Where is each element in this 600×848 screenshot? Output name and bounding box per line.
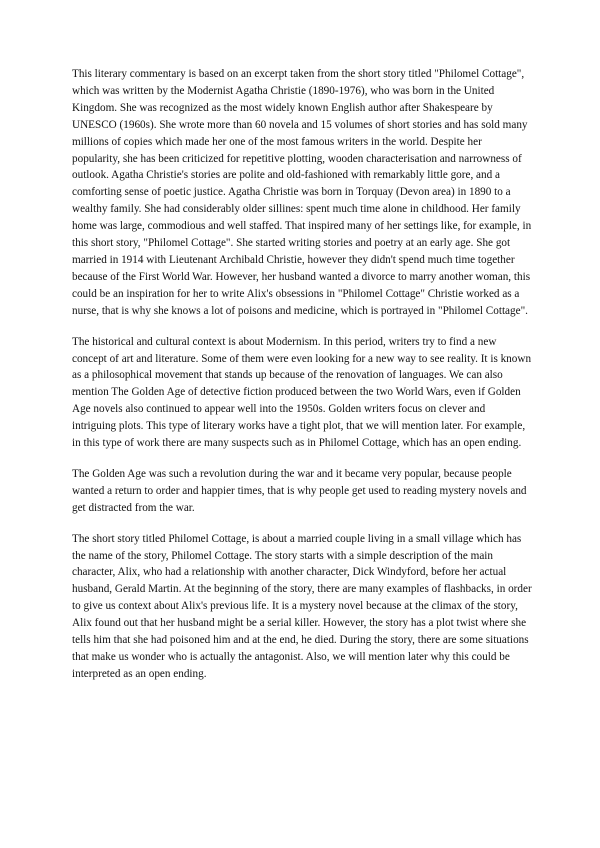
paragraph-author-background: This literary commentary is based on an excerpt taken from the short story titled "Philomel Cottage", which was written by the Modernist Agatha Christie (1890-1976), who was born in the United Kingdom. She was recognized as the most widely known English author after Shakespeare by UNESCO (1960s). She wrote more than 60 novela and 15 volumes of short stories and has sold many millions of copies which made her one of the most famous writers in the world. Despite her popularity, she has been criticized for repetitive plotting, wooden characterisation and narrowness of outlook. Agatha Christie's stories are polite and old-fashioned with remarkably little gore, and a comforting sense of poetic justice. Agatha Christie was born in Torquay (Devon area) in 1890 to a wealthy family. She had considerably older sillines: spent much time alone in childhood. Her family home was large, commodious and well staffed. That inspired many of her settings like, for example, in this short story, "Philomel Cottage". She started writing stories and poetry at an early age. She got married in 1914 with Lieutenant Archibald Christie, however they didn't spend much time together because of the First World War. However, her husband wanted a divorce to marry another woman, this could be an inspiration for her to write Alix's obsessions in "Philomel Cottage" Christie worked as a nurse, that is why she knows a lot of poisons and medicine, which is portrayed in "Philomel Cottage". [72, 68, 532, 317]
paragraph-story-summary: The short story titled Philomel Cottage, is about a married couple living in a small village which has the name of the story, Philomel Cottage. The story starts with a simple description of the main character, Alix, who had a relationship with another character, Dick Windyford, before her actual husband, Gerald Martin. At the beginning of the story, there are many examples of flashbacks, in order to give us context about Alix's previous life. It is a mystery novel because at the climax of the story, Alix found out that her husband might be a serial killer. However, the story has a plot twist where she tells him that she had poisoned him and at the end, he died. During the story, there are some situations that make us wonder who is actually the antagonist. Also, we will mention later why this could be interpreted as an open ending. [72, 532, 532, 680]
paragraph-historical-context: The historical and cultural context is about Modernism. In this period, writers try to find a new concept of art and literature. Some of them were even looking for a new way to see reality. It is known as a philosophical movement that stands up because of the renovation of languages. We can also mention The Golden Age of detective fiction produced between the two World Wars, even if Golden Age novels also continued to appear well into the 1950s. Golden writers focus on clever and intriguing plots. This type of literary works have a tight plot, that we will mention later. For example, in this type of work there are many suspects such as in Philomel Cottage, which has an open ending. [72, 335, 532, 450]
document-page [72, 66, 532, 697]
paragraph-golden-age: The Golden Age was such a revolution during the war and it became very popular, because people wanted a return to order and happier times, that is why people get used to reading mystery novels and get distracted from the war. [72, 467, 527, 514]
